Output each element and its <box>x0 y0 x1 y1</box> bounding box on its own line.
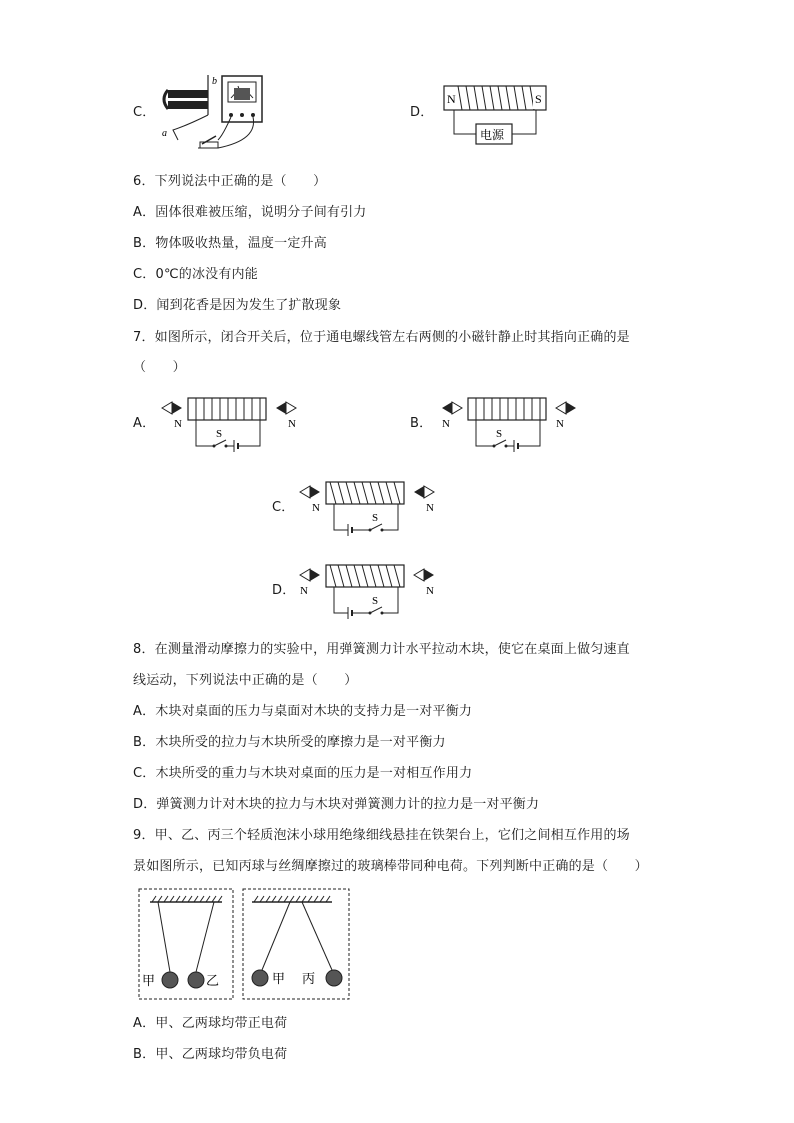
q7-d-switch: S <box>372 595 379 607</box>
q8-option-c: C．木块所受的重力与木块对桌面的压力是一对相互作用力 <box>133 766 473 781</box>
q5-option-d-figure <box>440 82 550 146</box>
q8-option-a: A．木块对桌面的压力与桌面对木块的支持力是一对平衡力 <box>133 704 473 719</box>
q5-d-n-label: N <box>447 92 456 106</box>
q7-a-switch: S <box>216 428 223 440</box>
q7-d-n-right: N <box>426 585 434 597</box>
q9-right-ball2-label: 丙 <box>302 971 316 986</box>
q7-stem-line1: 7．如图所示，闭合开关后，位于通电螺线管左右两侧的小磁针静止时其指向正确的是 <box>133 330 630 345</box>
q7-c-n-left: N <box>312 502 320 514</box>
q7-option-b-label: B． <box>410 416 433 431</box>
q8-stem-line2: 线运动，下列说法中正确的是（ ） <box>133 673 358 688</box>
q5-option-c-label: C． <box>133 105 156 120</box>
q6-option-b: B．物体吸收热量，温度一定升高 <box>133 236 327 251</box>
q9-option-a: A．甲、乙两球均带正电荷 <box>133 1016 288 1031</box>
q9-right-ball1-label: 甲 <box>272 971 286 986</box>
q7-option-c-figure <box>296 478 446 544</box>
q6-option-c: C．0℃的冰没有内能 <box>133 267 258 282</box>
q8-stem-line1: 8．在测量滑动摩擦力的实验中，用弹簧测力计水平拉动木块，使它在桌面上做匀速直 <box>133 642 630 657</box>
q7-a-n-right: N <box>288 418 296 430</box>
q7-option-d-label: D． <box>272 583 296 598</box>
q5-d-source-label: 电源 <box>480 128 505 142</box>
q6-option-a: A．固体很难被压缩，说明分子间有引力 <box>133 205 367 220</box>
q6-stem: 6．下列说法中正确的是（ ） <box>133 174 327 189</box>
q7-b-n-right: N <box>556 418 564 430</box>
q9-left-ball2-label: 乙 <box>206 973 220 988</box>
q5-c-b-label: b <box>212 76 217 87</box>
q8-option-d: D．弹簧测力计对木块的拉力与木块对弹簧测力计的拉力是一对平衡力 <box>133 797 540 812</box>
q7-a-n-left: N <box>174 418 182 430</box>
q7-option-d-figure <box>296 561 446 627</box>
q5-option-d-label: D． <box>410 105 434 120</box>
q9-figure-right <box>242 888 350 1000</box>
q7-option-c-label: C． <box>272 500 295 515</box>
q7-d-n-left: N <box>300 585 308 597</box>
q7-b-switch: S <box>496 428 503 440</box>
q6-option-d: D．闻到花香是因为发生了扩散现象 <box>133 298 342 313</box>
q9-option-b: B．甲、乙两球均带负电荷 <box>133 1047 288 1062</box>
q7-option-a-figure <box>158 394 308 460</box>
q9-left-ball1-label: 甲 <box>142 973 156 988</box>
q5-option-c-figure <box>158 70 268 160</box>
q9-stem-line1: 9．甲、乙、丙三个轻质泡沫小球用绝缘细线悬挂在铁架台上，它们之间相互作用的场 <box>133 828 630 843</box>
q9-figure-left <box>138 888 234 1000</box>
q7-c-n-right: N <box>426 502 434 514</box>
q7-option-b-figure <box>438 394 588 460</box>
q5-d-s-label: S <box>535 92 542 106</box>
q5-c-a-label: a <box>162 128 167 139</box>
q7-b-n-left: N <box>442 418 450 430</box>
q8-option-b: B．木块所受的拉力与木块所受的摩擦力是一对平衡力 <box>133 735 446 750</box>
q7-stem-line2: （ ） <box>133 360 186 375</box>
q7-c-switch: S <box>372 512 379 524</box>
q7-option-a-label: A． <box>133 416 156 431</box>
q9-stem-line2: 景如图所示，已知丙球与丝绸摩擦过的玻璃棒带同种电荷。下列判断中正确的是（ ） <box>133 859 648 874</box>
